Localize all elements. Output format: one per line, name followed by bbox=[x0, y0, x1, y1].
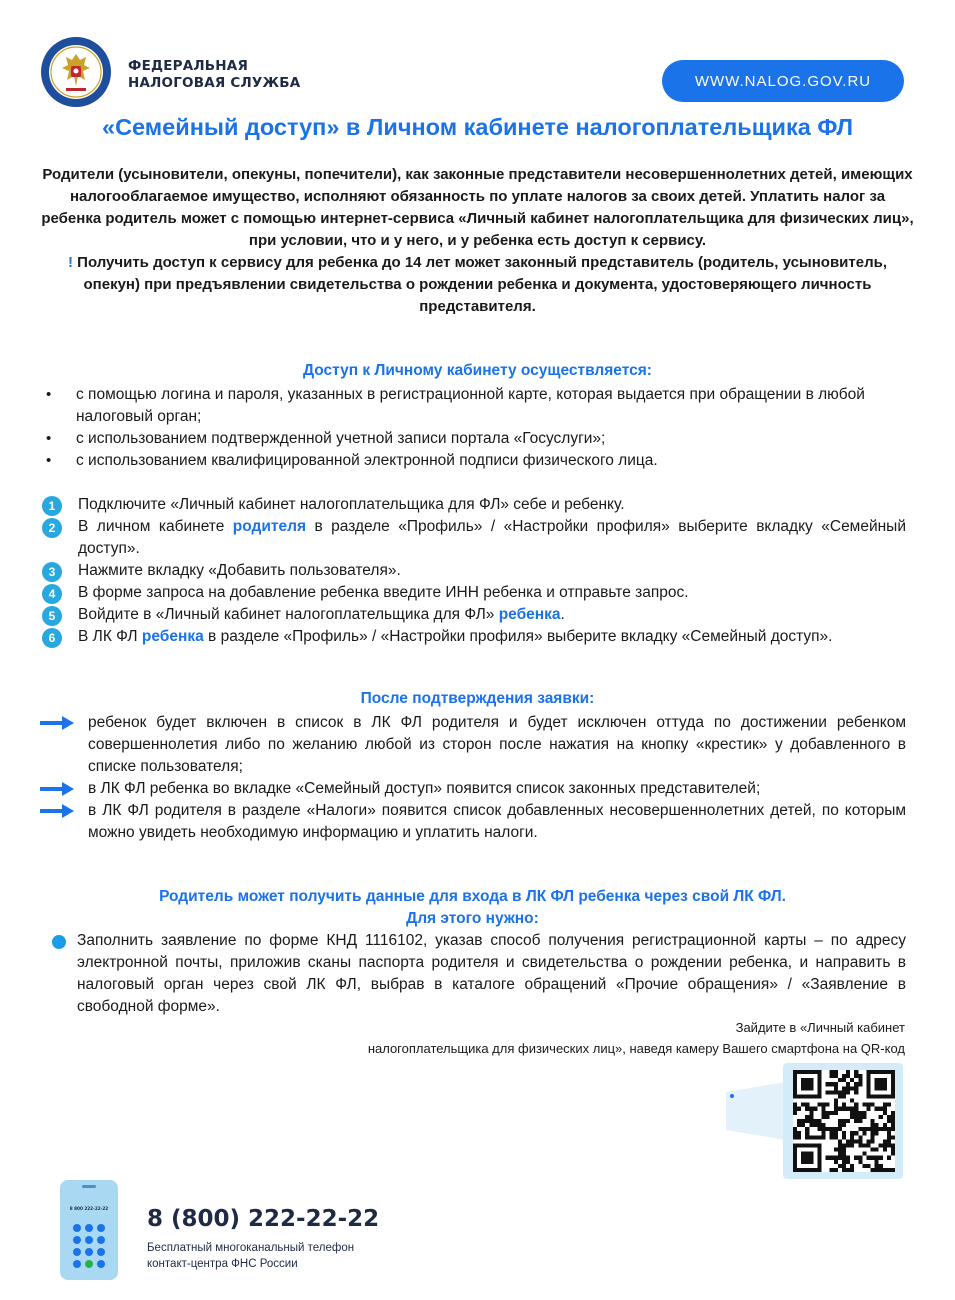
qr-caption-line: Зайдите в «Личный кабинет bbox=[735, 1020, 905, 1035]
step-text: Подключите «Личный кабинет налогоплательщика для ФЛ» себе и ребенку. bbox=[78, 496, 625, 513]
step-number-badge: 6 bbox=[42, 628, 62, 648]
intro-paragraph: Родители (усыновители, опекуны, попечители), как законные представители несовершеннолетних детей, имеющих налогооблагаемое имущество, исполняют обязанность по уплате налогов за своих детей. Уплатить налог за ребенка родитель может с помощью интернет-сервиса «Личный кабинет налогоплательщика для физических лиц», при условии, что и у него, и у ребенка есть доступ к сервису. bbox=[41, 166, 914, 249]
org-name-line: НАЛОГОВАЯ СЛУЖБА bbox=[128, 75, 301, 91]
intro-text bbox=[40, 164, 915, 318]
list-item-text: в ЛК ФЛ ребенка во вкладке «Семейный доступ» появится список законных представителей; bbox=[88, 780, 761, 797]
list-item-text: в ЛК ФЛ родителя в разделе «Налоги» появится список добавленных несовершеннолетних детей, по которым можно увидеть необходимую информацию и уплатить налоги. bbox=[88, 802, 906, 841]
list-item: • с помощью логина и пароля, указанных в регистрационной карте, которая выдается при обращении в любой налоговый орган; bbox=[40, 384, 900, 428]
parent-login-title bbox=[0, 886, 945, 930]
steps-list bbox=[40, 494, 906, 648]
exclamation-mark: ! bbox=[67, 254, 73, 271]
hotline-description-line: Бесплатный многоканальный телефон bbox=[147, 1242, 355, 1254]
step-item bbox=[40, 582, 906, 604]
step-number-badge: 4 bbox=[42, 584, 62, 604]
qr-caption bbox=[145, 1017, 905, 1059]
camera-beam-icon bbox=[726, 1082, 786, 1140]
org-name-line: ФЕДЕРАЛЬНАЯ bbox=[128, 58, 249, 74]
step-item bbox=[40, 560, 906, 582]
step-number-badge: 5 bbox=[42, 606, 62, 626]
step-text: в разделе «Профиль» / «Настройки профиля» выберите вкладку «Семейный доступ». bbox=[78, 518, 906, 557]
qr-caption-line: налогоплательщика для физических лиц», наведя камеру Вашего смартфона на QR-код bbox=[367, 1041, 905, 1056]
list-item bbox=[40, 712, 906, 778]
step-item bbox=[40, 604, 906, 626]
fns-emblem-icon bbox=[40, 36, 112, 108]
page-title: «Семейный доступ» в Личном кабинете налогоплательщика ФЛ bbox=[102, 114, 853, 140]
header bbox=[40, 36, 915, 116]
parent-login-item bbox=[52, 930, 906, 1018]
parent-login-item-text: Заполнить заявление по форме КНД 1116102, указав способ получения регистрационной карты – по адресу электронной почты, приложив сканы паспорта родителя и свидетельства о рождении ребенка, и направить в налоговый орган через свой ЛК ФЛ, выбрав в каталоге обращений «Прочие обращения» / «Заявление в свободной форме». bbox=[77, 932, 906, 1015]
step-text: Нажмите вкладку «Добавить пользователя». bbox=[78, 562, 401, 579]
list-item: • с использованием квалифицированной электронной подписи физического лица. bbox=[40, 450, 900, 472]
step-highlight: родителя bbox=[232, 518, 306, 535]
step-text: . bbox=[560, 606, 565, 623]
phone-screen-text: 8 800 222-22-22 bbox=[69, 1206, 109, 1211]
step-text: В ЛК ФЛ bbox=[78, 628, 142, 645]
website-link-button[interactable]: WWW.NALOG.GOV.RU bbox=[662, 60, 904, 102]
access-section-title: Доступ к Личному кабинету осуществляется: bbox=[303, 362, 652, 379]
list-item bbox=[40, 800, 906, 844]
step-item bbox=[40, 626, 906, 648]
step-text: В личном кабинете bbox=[78, 518, 233, 535]
arrow-right-icon bbox=[40, 782, 74, 796]
list-item-text: ребенок будет включен в список в ЛК ФЛ родителя и будет исключен оттуда по достижении ребенком совершеннолетия либо по желанию любой из сторон после нажатия на кнопку «крестик» у добавленного в списке пользователя; bbox=[88, 714, 906, 775]
intro-note bbox=[40, 252, 915, 318]
intro-note-text: Получить доступ к сервису для ребенка до 14 лет может законный представитель (родитель, усыновитель, опекун) при предъявлении свидетельства о рождении ребенка и документа, удостоверяющего личность представителя. bbox=[77, 254, 888, 315]
after-confirm-title: После подтверждения заявки: bbox=[360, 690, 595, 707]
step-number-badge: 2 bbox=[42, 518, 62, 538]
step-item bbox=[40, 494, 906, 516]
step-text: В форме запроса на добавление ребенка введите ИНН ребенка и отправьте запрос. bbox=[78, 584, 689, 601]
step-number-badge: 3 bbox=[42, 562, 62, 582]
step-highlight: ребенка bbox=[498, 606, 561, 623]
org-name bbox=[128, 58, 300, 92]
circle-bullet-icon bbox=[52, 935, 66, 949]
arrow-right-icon bbox=[40, 716, 74, 730]
hotline-description-line: контакт-центра ФНС России bbox=[147, 1258, 298, 1270]
access-list bbox=[40, 384, 900, 472]
step-text: Войдите в «Личный кабинет налогоплательщика для ФЛ» bbox=[78, 606, 499, 623]
arrow-right-icon bbox=[40, 804, 74, 818]
step-number-badge: 1 bbox=[42, 496, 62, 516]
qr-code-icon[interactable] bbox=[793, 1070, 895, 1172]
hotline-description bbox=[147, 1240, 354, 1272]
parent-login-title-line: Родитель может получить данные для входа в ЛК ФЛ ребенка через свой ЛК ФЛ. bbox=[159, 888, 786, 905]
after-confirm-list bbox=[40, 712, 906, 844]
list-item bbox=[40, 778, 906, 800]
step-item bbox=[40, 516, 906, 560]
step-text: в разделе «Профиль» / «Настройки профиля» выберите вкладку «Семейный доступ». bbox=[203, 628, 833, 645]
phone-keypad-icon bbox=[60, 1180, 118, 1280]
parent-login-title-line: Для этого нужно: bbox=[406, 910, 539, 927]
step-highlight: ребенка bbox=[141, 628, 204, 645]
hotline-number[interactable]: 8 (800) 222-22-22 bbox=[147, 1206, 380, 1232]
list-item: • с использованием подтвержденной учетной записи портала «Госуслуги»; bbox=[40, 428, 900, 450]
